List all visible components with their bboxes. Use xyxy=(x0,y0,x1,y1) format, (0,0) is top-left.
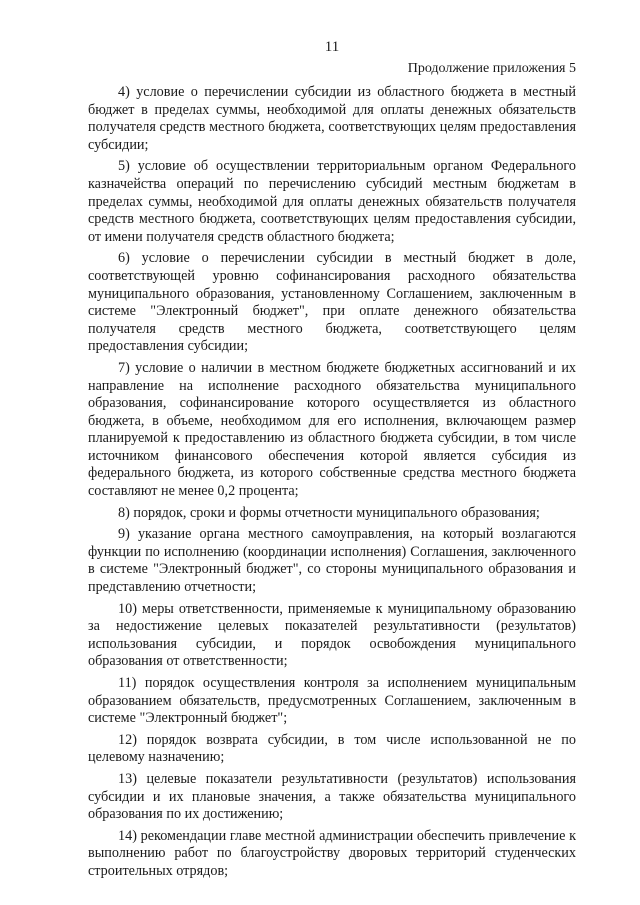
paragraph-item-5: 5) условие об осуществлении территориальным органом Федерального казначейства операций по перечислению субсидий местным бюджетам в пределах суммы, необходимой для оплаты денежных обязательств получателя средств местного бюджета, соответствующих целям предоставления субсидии, от имени получателя средств областного бюджета; xyxy=(88,158,576,245)
paragraph-item-8: 8) порядок, сроки и формы отчетности муниципального образования; xyxy=(118,504,540,521)
paragraph-item-14: 14) рекомендации главе местной администрации обеспечить привлечение к выполнению работ по благоустройству дворовых территорий студенческих строительных отрядов; xyxy=(88,827,576,879)
page-number: 11 xyxy=(324,39,340,55)
appendix-continuation-note: Продолжение приложения 5 xyxy=(407,61,576,76)
paragraph-item-6: 6) условие о перечислении субсидии в местный бюджет в доле, соответствующей уровню софинансирования расходного обязательства муниципального образования, установленному Соглашением, заключенным в системе "Электронный бюджет", при оплате денежного обязательства получателя средств местного бюджета, соответствующего целям предоставления субсидии; xyxy=(88,250,576,355)
paragraph-item-12: 12) порядок возврата субсидии, в том числе использованной не по целевому назначению; xyxy=(88,731,576,766)
paragraph-item-11: 11) порядок осуществления контроля за исполнением муниципальным образованием обязательств, предусмотренных Соглашением, заключенным в системе "Электронный бюджет"; xyxy=(88,675,576,727)
paragraph-item-13: 13) целевые показатели результативности (результатов) использования субсидии и их плановые значения, а также обязательства муниципального образования по их достижению; xyxy=(88,770,576,823)
document-page xyxy=(88,0,576,905)
paragraph-item-7: 7) условие о наличии в местном бюджете бюджетных ассигнований и их направление на исполнение расходного обязательства муниципального образования, софинансирование которого осуществляется из областного бюджета, в объеме, необходимом для его исполнения, включающем размер планируемой к предоставлению из областного бюджета субсидии, в том числе источником финансового обеспечения которой является субсидия из федерального бюджета, из которого собственные средства местного бюджета составляют не менее 0,2 процента; xyxy=(88,359,576,500)
paragraph-item-10: 10) меры ответственности, применяемые к муниципальному образованию за недостижение целевых показателей результативности (результатов) использования субсидии, и порядок освобождения муниципального образования от ответственности; xyxy=(88,600,576,670)
document-body xyxy=(88,84,576,885)
paragraph-item-4: 4) условие о перечислении субсидии из областного бюджета в местный бюджет в пределах суммы, необходимой для оплаты денежных обязательств получателя средств местного бюджета, соответствующих целям предоставления субсидии; xyxy=(88,84,576,153)
paragraph-item-9: 9) указание органа местного самоуправления, на который возлагаются функции по исполнению (координации исполнения) Соглашения, заключенного в системе "Электронный бюджет", со стороны муниципального образования и представлению отчетности; xyxy=(88,526,576,596)
